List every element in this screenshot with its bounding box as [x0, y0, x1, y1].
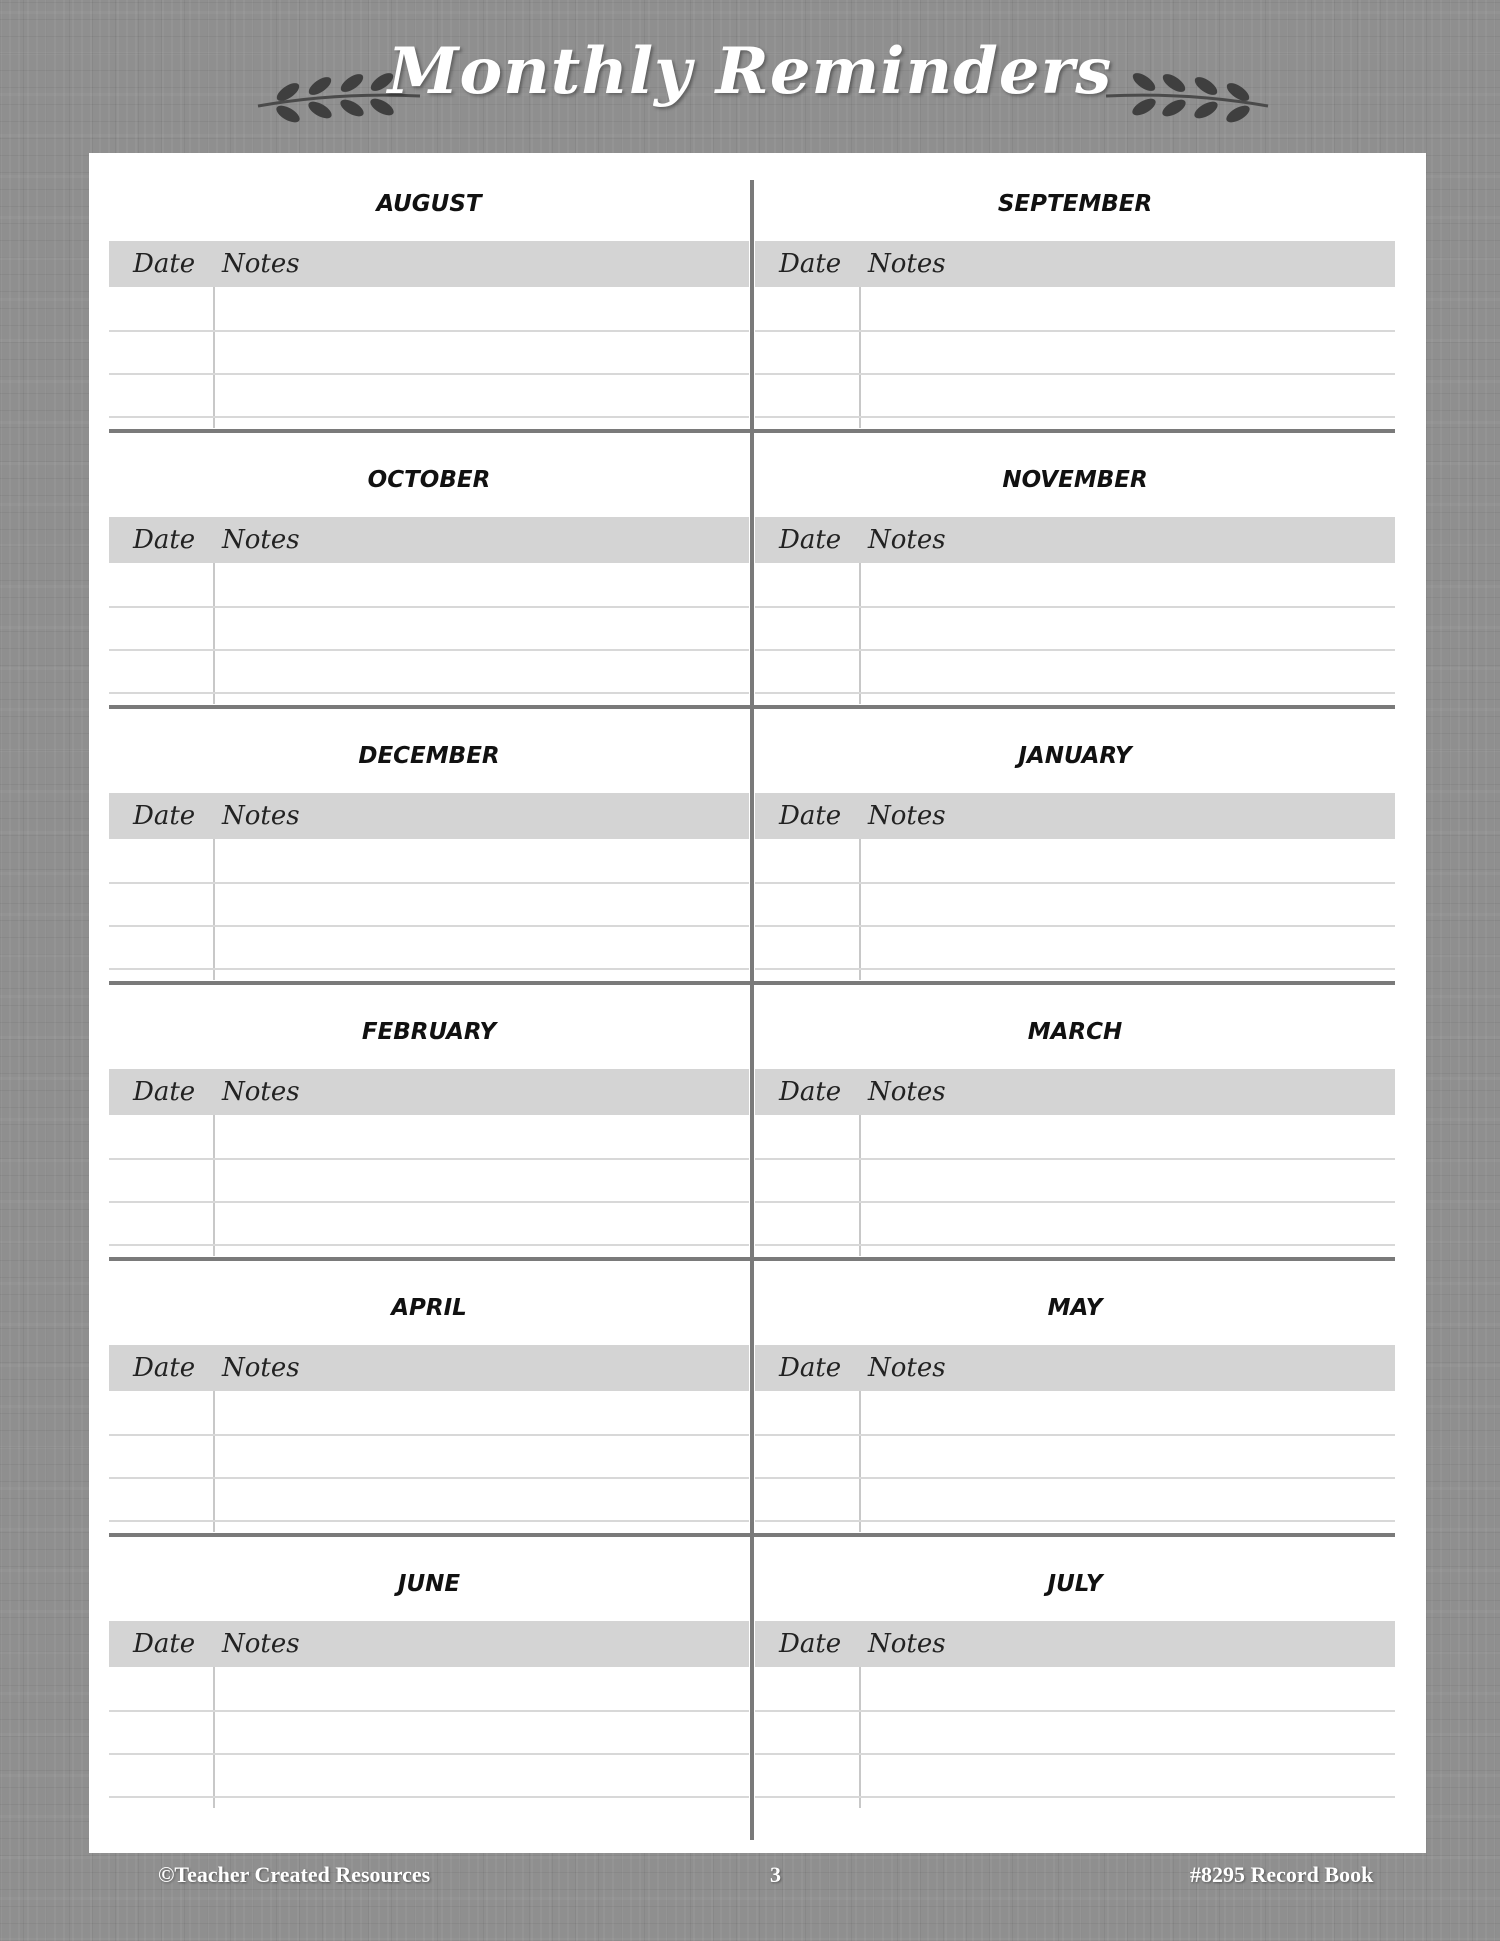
entry-row-line: [109, 1158, 749, 1160]
month-block-october: [109, 429, 749, 705]
entry-row-line: [109, 1753, 749, 1755]
laurel-branch-icon: [1098, 66, 1278, 124]
footer-copyright: ©Teacher Created Resources: [158, 1862, 431, 1887]
date-column-label: Date: [779, 1077, 842, 1107]
entry-row-line: [109, 1796, 749, 1798]
month-title: MAY: [1047, 1295, 1103, 1321]
date-column-label: Date: [133, 1077, 196, 1107]
date-column-label: Date: [779, 1353, 842, 1383]
month-title: JULY: [1047, 1571, 1103, 1597]
page-header: [0, 0, 1500, 152]
entry-row-line: [755, 1796, 1395, 1798]
notes-column-label: Notes: [868, 801, 946, 831]
entry-row-line: [755, 1753, 1395, 1755]
date-column-label: Date: [133, 525, 196, 555]
notes-column-label: Notes: [868, 525, 946, 555]
date-notes-divider: [213, 563, 215, 704]
month-block-february: [109, 981, 749, 1257]
date-column-label: Date: [133, 1353, 196, 1383]
date-notes-divider: [213, 1115, 215, 1256]
month-block-june: [109, 1533, 749, 1809]
month-block-august: [109, 153, 749, 429]
column-header: [109, 1345, 749, 1391]
month-block-january: [755, 705, 1395, 981]
notes-column-label: Notes: [868, 1629, 946, 1659]
date-column-label: Date: [133, 1629, 196, 1659]
entry-row-line: [109, 1520, 749, 1522]
entry-row-line: [755, 1434, 1395, 1436]
column-header: [755, 1069, 1395, 1115]
entry-row-line: [109, 1244, 749, 1246]
page-title: Monthly Reminders: [387, 34, 1113, 109]
entry-row-line: [755, 968, 1395, 970]
entry-row-line: [755, 1710, 1395, 1712]
reminder-sheet: [89, 153, 1426, 1853]
month-block-july: [755, 1533, 1395, 1809]
month-title: MARCH: [1027, 1019, 1123, 1045]
entry-row-line: [109, 373, 749, 375]
entry-row-line: [755, 373, 1395, 375]
month-title: APRIL: [391, 1295, 467, 1321]
entry-row-line: [109, 882, 749, 884]
entry-row-line: [755, 330, 1395, 332]
column-header: [109, 793, 749, 839]
notes-column-label: Notes: [222, 1353, 300, 1383]
entry-row-line: [755, 925, 1395, 927]
date-notes-divider: [213, 1391, 215, 1532]
entry-row-line: [109, 1710, 749, 1712]
notes-column-label: Notes: [222, 1077, 300, 1107]
column-header: [755, 517, 1395, 563]
date-column-label: Date: [779, 1629, 842, 1659]
entry-row-line: [109, 1201, 749, 1203]
entry-row-line: [109, 968, 749, 970]
date-notes-divider: [859, 1667, 861, 1808]
entry-row-line: [755, 1244, 1395, 1246]
entry-row-line: [755, 606, 1395, 608]
month-title: AUGUST: [376, 191, 482, 217]
column-header: [755, 1621, 1395, 1667]
month-title: FEBRUARY: [361, 1019, 497, 1045]
column-header: [109, 1069, 749, 1115]
entry-row-line: [109, 606, 749, 608]
entry-row-line: [755, 649, 1395, 651]
column-header: [109, 1621, 749, 1667]
footer-product: #8295 Record Book: [1190, 1862, 1374, 1887]
date-column-label: Date: [133, 801, 196, 831]
month-title: SEPTEMBER: [997, 191, 1153, 217]
month-block-september: [755, 153, 1395, 429]
date-notes-divider: [213, 287, 215, 428]
date-column-label: Date: [779, 525, 842, 555]
entry-row-line: [755, 416, 1395, 418]
date-notes-divider: [859, 287, 861, 428]
month-block-december: [109, 705, 749, 981]
notes-column-label: Notes: [868, 249, 946, 279]
entry-row-line: [755, 882, 1395, 884]
date-notes-divider: [213, 1667, 215, 1808]
month-block-march: [755, 981, 1395, 1257]
column-header: [755, 1345, 1395, 1391]
month-title: JANUARY: [1018, 743, 1132, 769]
notes-column-label: Notes: [222, 249, 300, 279]
month-title: JUNE: [397, 1571, 461, 1597]
date-notes-divider: [859, 839, 861, 980]
month-block-april: [109, 1257, 749, 1533]
entry-row-line: [109, 925, 749, 927]
notes-column-label: Notes: [222, 525, 300, 555]
column-header: [755, 241, 1395, 287]
date-column-label: Date: [779, 801, 842, 831]
notes-column-label: Notes: [222, 1629, 300, 1659]
month-title: DECEMBER: [358, 743, 500, 769]
footer-page-number: 3: [770, 1862, 781, 1887]
entry-row-line: [755, 692, 1395, 694]
entry-row-line: [109, 416, 749, 418]
entry-row-line: [109, 649, 749, 651]
entry-row-line: [109, 1477, 749, 1479]
entry-row-line: [109, 330, 749, 332]
notes-column-label: Notes: [868, 1353, 946, 1383]
notes-column-label: Notes: [868, 1077, 946, 1107]
date-notes-divider: [213, 839, 215, 980]
entry-row-line: [755, 1520, 1395, 1522]
column-header: [755, 793, 1395, 839]
entry-row-line: [755, 1477, 1395, 1479]
month-title: NOVEMBER: [1002, 467, 1148, 493]
date-notes-divider: [859, 1391, 861, 1532]
notes-column-label: Notes: [222, 801, 300, 831]
date-notes-divider: [859, 1115, 861, 1256]
entry-row-line: [109, 1434, 749, 1436]
entry-row-line: [755, 1201, 1395, 1203]
date-notes-divider: [859, 563, 861, 704]
entry-row-line: [755, 1158, 1395, 1160]
entry-row-line: [109, 692, 749, 694]
month-block-may: [755, 1257, 1395, 1533]
date-column-label: Date: [133, 249, 196, 279]
column-header: [109, 241, 749, 287]
month-title: OCTOBER: [367, 467, 491, 493]
date-column-label: Date: [779, 249, 842, 279]
column-header: [109, 517, 749, 563]
month-block-november: [755, 429, 1395, 705]
